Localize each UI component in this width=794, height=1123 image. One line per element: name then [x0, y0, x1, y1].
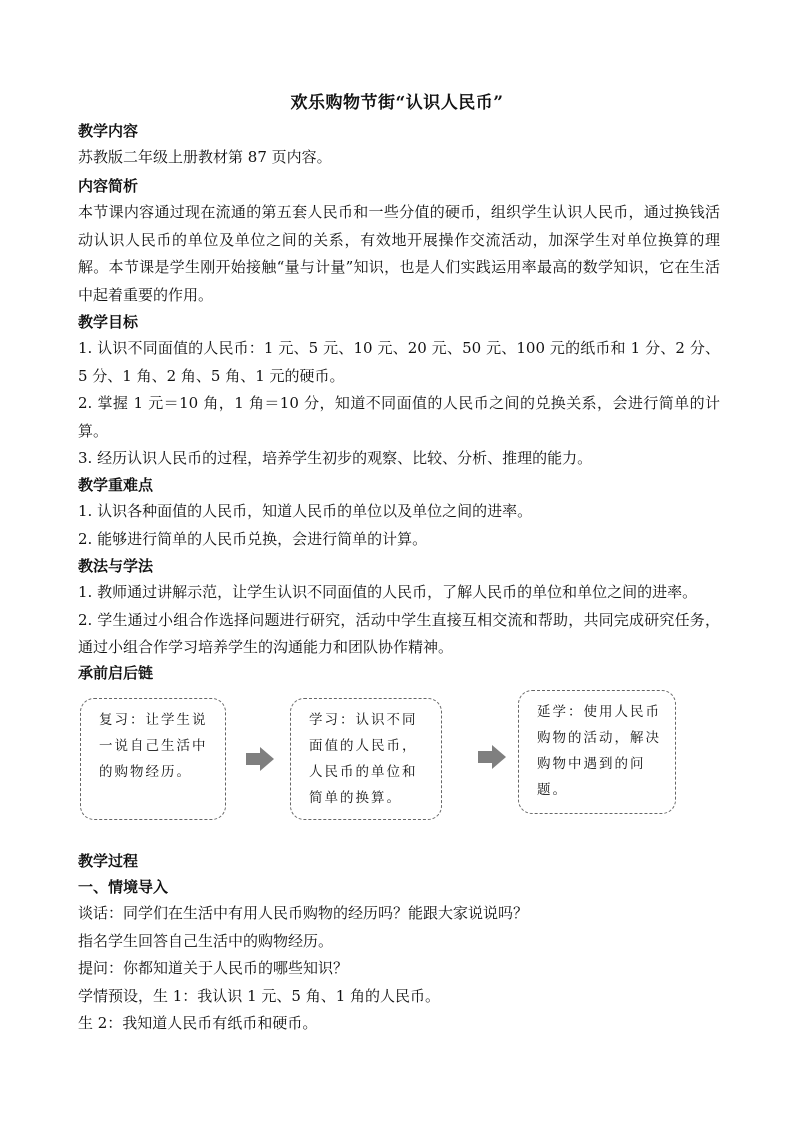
keypoint-item: 2. 能够进行简单的人民币兑换，会进行简单的计算。: [78, 529, 428, 548]
section-text: 本节课内容通过现在流通的第五套人民币和一些分值的硬币，组织学生认识人民币，通过换钱活动认识人民币的单位及单位之间的关系，有效地开展操作交流活动，加深学生对单位换算的理解。本节课是学生刚开始接触“量与计量”知识，也是人们实践运用率最高的数学知识，它在生活中起着重要的作用。: [78, 203, 720, 304]
section-heading: 教学重难点: [78, 476, 154, 494]
section-methods: [78, 553, 720, 662]
right-arrow-icon: [478, 745, 506, 769]
process-line: 学情预设，生 1：我认识 1 元、5 角、1 角的人民币。: [78, 986, 441, 1005]
section-chain: [78, 660, 720, 686]
goal-item: 3. 经历认识人民币的过程，培养学生初步的观察、比较、分析、推理的能力。: [78, 449, 593, 467]
process-line: 谈话：同学们在生活中有用人民币购物的经历吗？能跟大家说说吗？: [78, 904, 529, 922]
section-text: 苏教版二年级上册教材第 87 页内容。: [78, 148, 332, 166]
process-line: 指名学生回答自己生活中的购物经历。: [78, 931, 334, 950]
section-heading: 教学目标: [78, 313, 139, 331]
section-subheading: 一、情境导入: [78, 878, 169, 896]
section-teaching-content: [78, 118, 720, 172]
keypoint-item: 1. 认识各种面值的人民币，知道人民币的单位以及单位之间的进率。: [78, 502, 533, 520]
section-heading: 承前启后链: [78, 664, 154, 682]
flow-box-learn: 学习：认识不同面值的人民币，人民币的单位和简单的换算。: [290, 698, 442, 820]
process-line: 提问：你都知道关于人民币的哪些知识？: [78, 959, 349, 977]
flow-box-review: 复习：让学生说一说自己生活中的购物经历。: [80, 698, 226, 820]
section-content-brief: [78, 173, 720, 309]
section-key-points: [78, 472, 720, 553]
method-item: 1. 教师通过讲解示范，让学生认识不同面值的人民币，了解人民币的单位和单位之间的进率。: [78, 583, 698, 601]
section-process: [78, 848, 720, 1038]
section-heading: 教学过程: [78, 852, 139, 870]
goal-item: 2. 掌握 1 元＝10 角，1 角＝10 分，知道不同面值的人民币之间的兑换关系，会进行简单的计算。: [78, 394, 720, 440]
section-heading: 教法与学法: [78, 557, 154, 575]
process-line: 生 2：我知道人民币有纸币和硬币。: [78, 1014, 318, 1032]
section-heading: 教学内容: [78, 122, 139, 140]
section-teaching-goals: [78, 309, 720, 473]
flow-box-extend: 延学：使用人民币购物的活动，解决购物中遇到的问题。: [518, 690, 676, 814]
section-heading: 内容简析: [78, 177, 139, 195]
right-arrow-icon: [246, 747, 274, 771]
document-title: 欢乐购物节街“认识人民币”: [290, 93, 504, 113]
goal-item: 1. 认识不同面值的人民币：1 元、5 元、10 元、20 元、50 元、100 元的纸币和 1 分、2 分、5 分、1 角、2 角、5 角、1 元的硬币。: [78, 339, 720, 385]
method-item: 2. 学生通过小组合作选择问题进行研究，活动中学生直接互相交流和帮助，共同完成研究任务，通过小组合作学习培养学生的沟通能力和团队协作精神。: [78, 610, 720, 656]
